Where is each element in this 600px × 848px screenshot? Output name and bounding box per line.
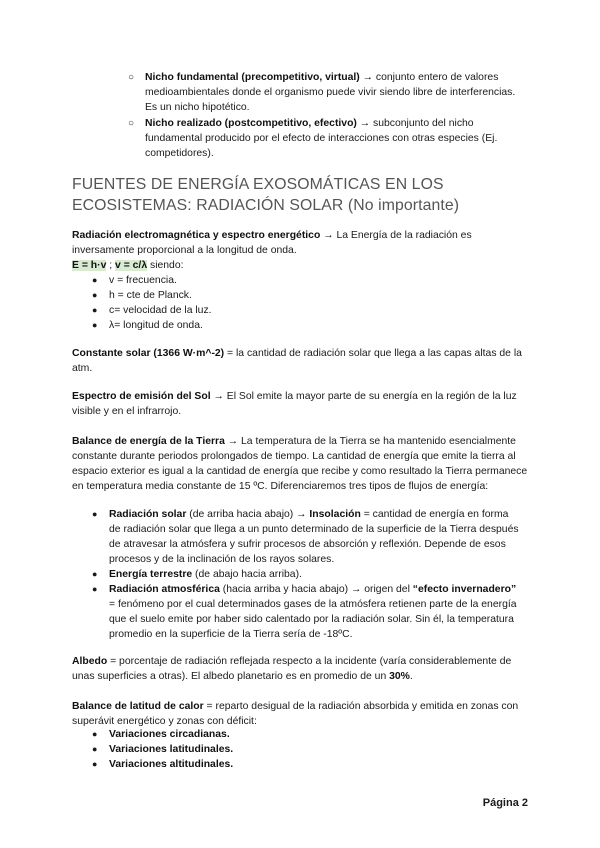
emission-paragraph xyxy=(72,389,528,419)
list-item xyxy=(92,742,512,757)
bullet-icon: ● xyxy=(92,320,98,330)
list-item xyxy=(92,273,512,288)
radiation-title: Radiación electromagnética y espectro energético xyxy=(72,230,321,241)
niche-list xyxy=(128,70,528,161)
bullet-icon: ● xyxy=(92,729,98,739)
solar-constant-paragraph xyxy=(72,346,528,376)
list-item xyxy=(92,507,522,567)
solar-radiation-title: Radiación solar xyxy=(109,509,187,520)
niche-realized-text: → subconjunto del nicho fundamental producido por el efecto de interacciones con otras especies (Ej. competidores). xyxy=(145,118,498,159)
latitude-variations-list xyxy=(92,727,512,772)
bullet-icon: ● xyxy=(92,290,98,300)
insolation-text: = cantidad de energía en forma de radiación solar que llega a un punto determinado de la superficie de la Tierra después de atravesar la atmósfera y sufrir procesos de absorción y reflexión. Depende de esos procesos y de la inclinación de los rayos solares. xyxy=(109,509,519,565)
list-item-text: h = cte de Planck. xyxy=(109,290,192,301)
formula-separator: ; xyxy=(106,260,116,271)
greenhouse-effect-title: “efecto invernadero” xyxy=(412,584,517,595)
solar-radiation-direction: (de arriba hacia abajo) → xyxy=(186,509,310,520)
list-item xyxy=(92,288,512,303)
niche-fundamental-title: Nicho fundamental (precompetitivo, virtual) xyxy=(145,72,360,83)
energy-flows-list xyxy=(92,507,522,642)
formula-energy: E = h·v xyxy=(72,260,107,271)
list-item xyxy=(128,116,528,161)
balance-text: → La temperatura de la Tierra se ha mantenido esencialmente constante durante periodos prolongados de tiempo. La cantidad de energía que emite la tierra al espacio exterior es igual a la cantidad de energía que recibe y como resultado la Tierra permanece en temperatura media constante de 15 ºC. Diferenciaremos tres tipos de flujos de energía: xyxy=(72,436,528,492)
albedo-end: . xyxy=(409,671,413,682)
bullet-icon: ● xyxy=(92,744,98,754)
list-item-text: Variaciones latitudinales. xyxy=(109,744,234,755)
list-item xyxy=(92,757,512,772)
list-item-text: λ= longitud de onda. xyxy=(109,320,203,331)
niche-realized-title: Nicho realizado (postcompetitivo, efectivo) xyxy=(145,118,357,129)
emission-title: Espectro de emisión del Sol xyxy=(72,391,211,402)
solar-constant-text: = la cantidad de radiación solar que llega a las capas altas de la atm. xyxy=(72,348,522,374)
formula-suffix: siendo: xyxy=(147,260,184,271)
hollow-bullet-icon: ○ xyxy=(128,72,135,83)
list-item-text: Variaciones circadianas. xyxy=(109,729,230,740)
latitude-text: = reparto desigual de la radiación absorbida y emitida en zonas con superávit energético y zonas con déficit: xyxy=(72,701,519,727)
insolation-title: Insolación xyxy=(309,509,361,520)
albedo-text: = porcentaje de radiación reflejada respecto a la incidente (varía considerablemente de unas superficies a otras). El albedo planetario es en promedio de un xyxy=(72,656,512,682)
section-title: FUENTES DE ENERGÍA EXOSOMÁTICAS EN LOS ECOSISTEMAS: RADIACIÓN SOLAR (No importante) xyxy=(72,176,460,214)
greenhouse-effect-text: = fenómeno por el cual determinados gases de la atmósfera retienen parte de la energía que el suelo emite por haber sido calentado por la radiación solar. Sin él, la temperatura promedio en la superficie de la Tierra sería de -18ºC. xyxy=(109,599,517,640)
list-item xyxy=(92,303,512,318)
balance-title: Balance de energía de la Tierra xyxy=(72,436,225,447)
formula-frequency: v = c/λ xyxy=(115,260,148,271)
bullet-icon: ● xyxy=(92,305,98,315)
radiation-text: → La Energía de la radiación es inversamente proporcional a la longitud de onda. xyxy=(72,230,472,256)
niche-fundamental-text: → conjunto entero de valores medioambientales donde el organismo puede vivir siendo libre de interferencias. Es un nicho hipotético. xyxy=(145,72,516,113)
radiation-paragraph xyxy=(72,228,528,273)
list-item-text: Variaciones altitudinales. xyxy=(109,759,234,770)
page-number: Página 2 xyxy=(482,797,528,809)
solar-constant-title: Constante solar (1366 W·m^-2) xyxy=(72,348,225,359)
list-item-text: c= velocidad de la luz. xyxy=(109,305,212,316)
list-item xyxy=(92,582,522,642)
list-item xyxy=(128,70,528,115)
bullet-icon: ● xyxy=(92,569,98,579)
albedo-paragraph xyxy=(72,654,528,684)
list-item xyxy=(92,318,512,333)
bullet-icon: ● xyxy=(92,509,98,519)
list-item xyxy=(92,727,512,742)
bullet-icon: ● xyxy=(92,275,98,285)
latitude-title: Balance de latitud de calor xyxy=(72,701,204,712)
hollow-bullet-icon: ○ xyxy=(128,118,135,129)
albedo-value: 30% xyxy=(389,671,410,682)
bullet-icon: ● xyxy=(92,584,98,594)
albedo-title: Albedo xyxy=(72,656,108,667)
list-item-text: v = frecuencia. xyxy=(109,275,177,286)
bullet-icon: ● xyxy=(92,759,98,769)
latitude-paragraph xyxy=(72,699,528,729)
radiation-variables-list xyxy=(92,273,512,333)
list-item xyxy=(92,567,522,582)
terrestrial-energy-title: Energía terrestre xyxy=(109,569,193,580)
emission-text: → El Sol emite la mayor parte de su energía en la región de la luz visible y en el infrarrojo. xyxy=(72,391,517,417)
atmospheric-radiation-direction: (hacia arriba y hacia abajo) → origen del xyxy=(219,584,413,595)
energy-balance-paragraph xyxy=(72,434,528,494)
atmospheric-radiation-title: Radiación atmosférica xyxy=(109,584,220,595)
terrestrial-energy-text: (de abajo hacia arriba). xyxy=(192,569,302,580)
